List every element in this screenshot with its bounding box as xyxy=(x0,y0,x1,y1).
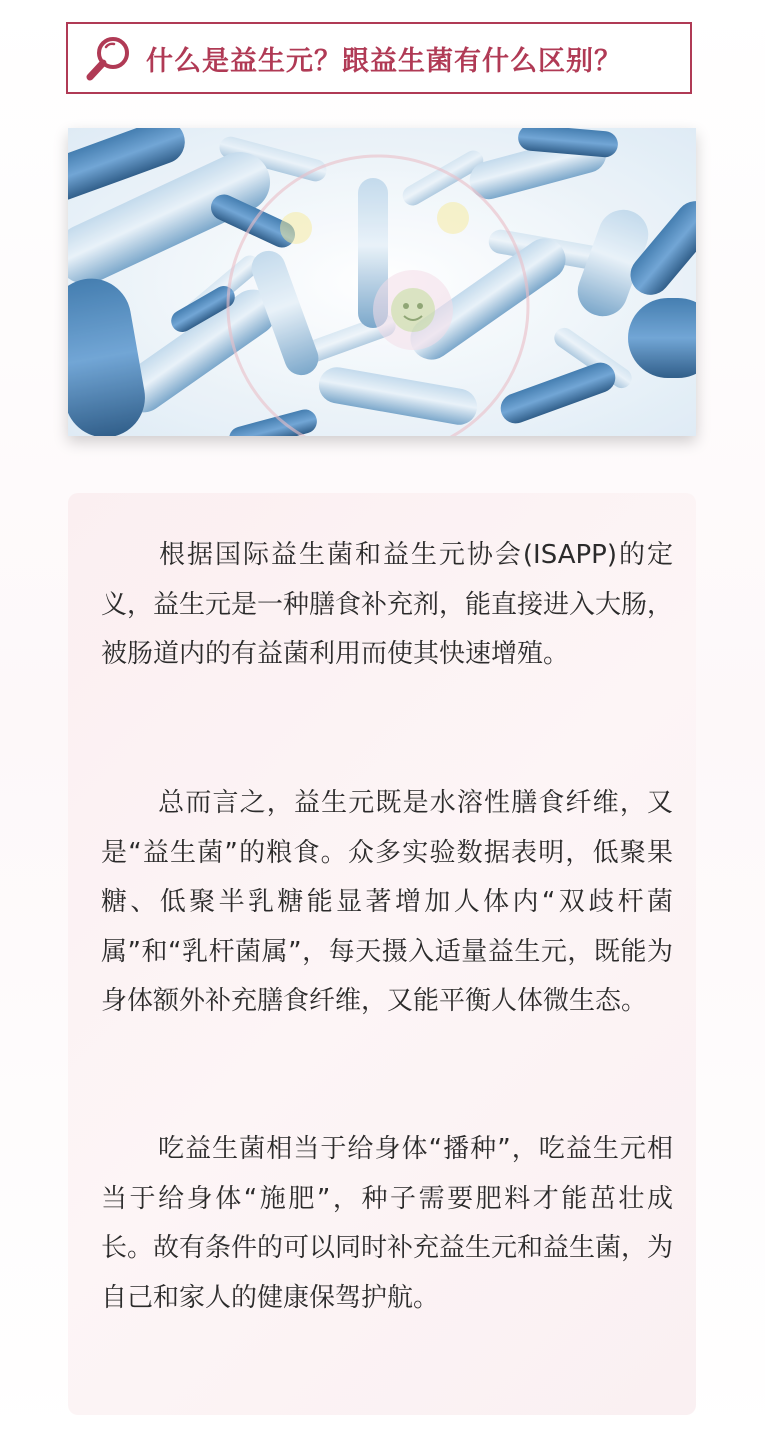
paragraph-text-2: 总而言之，益生元既是水溶性膳食纤维，又是“益生菌”的粮食。众多实验数据表明，低聚果糖、低聚半乳糖能显著增加人体内“双歧杆菌属”和“乳杆菌属”，每天摄入适量益生元，既能为身体额外补充膳食纤维，又能平衡人体微生态。 xyxy=(101,788,673,1016)
section-title: 什么是益生元？跟益生菌有什么区别？ xyxy=(146,45,622,77)
paragraph-text-1: 根据国际益生菌和益生元协会(ISAPP)的定义，益生元是一种膳食补充剂，能直接进入大肠，被肠道内的有益菌利用而使其快速增殖。 xyxy=(101,540,674,669)
magnifier-icon xyxy=(82,31,136,85)
bacteria-illustration xyxy=(68,128,696,436)
article-paragraph xyxy=(101,779,673,1027)
article-card xyxy=(68,493,696,1415)
article-paragraph xyxy=(101,531,673,680)
section-title-box xyxy=(66,22,692,94)
article-paragraph xyxy=(101,1125,673,1323)
paragraph-text-3: 吃益生菌相当于给身体“播种”，吃益生元相当于给身体“施肥”，种子需要肥料才能茁壮成长。故有条件的可以同时补充益生元和益生菌，为自己和家人的健康保驾护航。 xyxy=(101,1134,674,1313)
